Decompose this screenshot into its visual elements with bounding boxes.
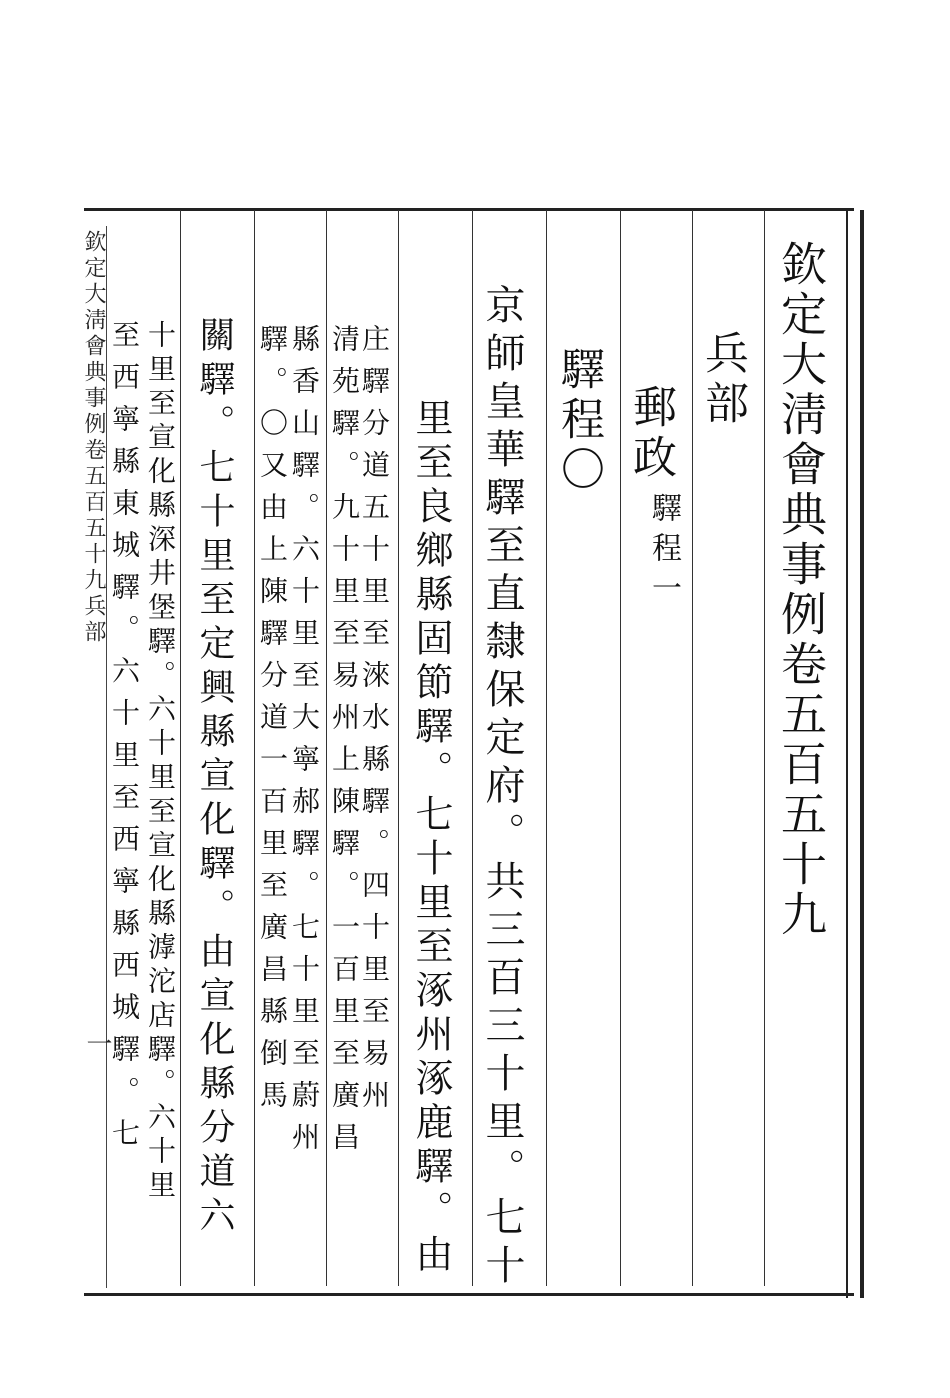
frame-right-border (846, 210, 864, 1298)
column-rule (254, 210, 255, 1286)
column-rule (764, 210, 765, 1286)
section-label: 郵政 (625, 384, 676, 484)
volume-title: 欽定大淸會典事例卷五百五十九 (774, 240, 828, 940)
text-line: 庄驛分道五十里至淶水縣驛。四十里至易州 (358, 324, 391, 1122)
column-rule (398, 210, 399, 1286)
text-line: 清苑驛。九十里至易州上陳驛。一百里至廣昌 (328, 324, 361, 1164)
column-rule (546, 210, 547, 1286)
text-line: 關驛。七十里至定興縣宣化驛。由宣化縣分道六 (194, 316, 235, 1240)
text-line: 京師皇華驛至直隸保定府。共三百三十里。七十 (479, 284, 525, 1292)
column-rule (620, 210, 621, 1286)
text-line: 里至良鄉縣固節驛。七十里至涿州涿鹿驛。由 (409, 398, 453, 1278)
page-number: 一 (82, 1030, 112, 1060)
subsection-label: 驛程一 (646, 492, 681, 612)
column-rule (326, 210, 327, 1286)
text-line: 縣香山驛。六十里至大寧郝驛。七十里至蔚州 (288, 324, 321, 1164)
text-line: 十里至宣化縣深井堡驛。六十里至宣化縣滹沱店驛。六十里 (144, 320, 177, 1204)
heading-label: 驛程〇 (553, 346, 604, 496)
column-rule (692, 210, 693, 1286)
margin-note: 欽定大淸會典事例卷五百五十九兵部 (81, 230, 106, 646)
text-line: 驛。〇又由上陳驛分道一百里至廣昌縣倒馬 (256, 324, 289, 1122)
column-rule (180, 210, 181, 1286)
ministry-label: 兵部 (697, 330, 748, 430)
text-line: 至西寧縣東城驛。六十里至西寧縣西城驛。七 (108, 320, 141, 1160)
column-rule (472, 210, 473, 1286)
